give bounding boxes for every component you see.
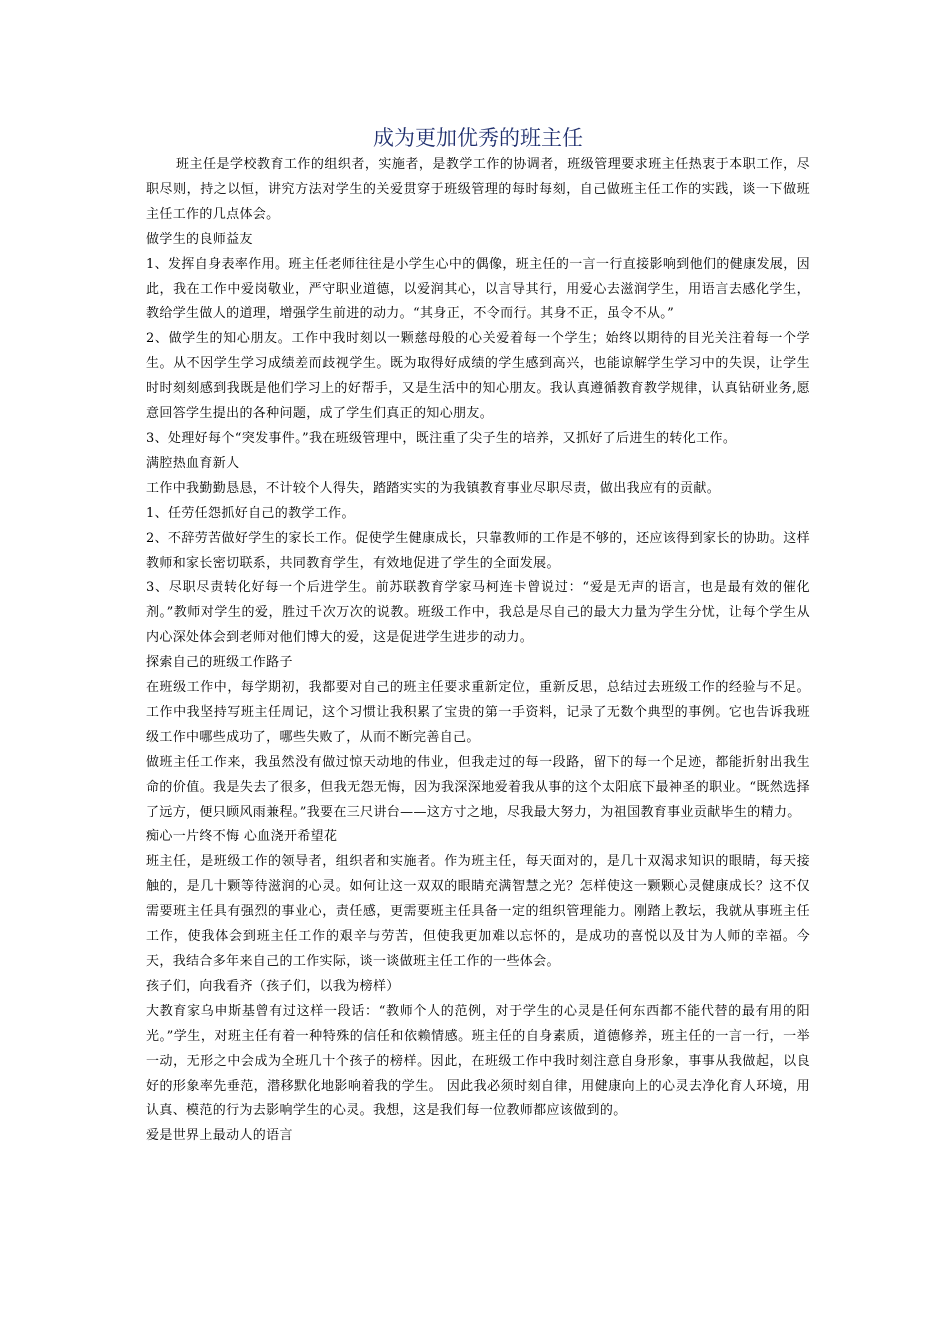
- document-body: [146, 153, 810, 1149]
- paragraph: 探索自己的班级工作路子: [146, 655, 293, 671]
- document-page: [146, 124, 810, 1149]
- paragraph: 做学生的良师益友: [146, 231, 253, 247]
- paragraph: 做班主任工作来，我虽然没有做过惊天动地的伟业，但我走过的每一段路，留下的每一个足迹，都能折射出我生命的价值。我是失去了很多，但我无怨无悔，因为我深深地爱着我从事的这个太阳底下最神圣的职业。“既然选择了远方，便只顾风雨兼程。”我要在三尺讲台——这方寸之地，尽我最大努力，为祖国教育事业贡献毕生的精力。: [146, 754, 810, 820]
- paragraph: 大教育家乌申斯基曾有过这样一段话：“教师个人的范例，对于学生的心灵是任何东西都不能代替的最有用的阳光。”学生，对班主任有着一种特殊的信任和依赖情感。班主任的自身素质，道德修养，班主任的一言一行，一举一动，无形之中会成为全班几十个孩子的榜样。因此，在班级工作中我时刻注意自身形象，事事从我做起，以良好的形象率先垂范，潜移默化地影响着我的学生。 因此我必须时刻自律，用健康向上的心灵去净化育人环境，用认真、模范的行为去影响学生的心灵。我想，这是我们每一位教师都应该做到的。: [146, 1003, 810, 1119]
- paragraph: 班主任是学校教育工作的组织者，实施者，是教学工作的协调者，班级管理要求班主任热衷于本职工作，尽职尽则，持之以恒，讲究方法对学生的关爱贯穿于班级管理的每时每刻，自己做班主任工作的实践，谈一下做班主任工作的几点体会。: [146, 157, 810, 222]
- paragraph: 2、不辞劳苦做好学生的家长工作。促使学生健康成长，只靠教师的工作是不够的，还应该得到家长的协助。这样教师和家长密切联系，共同教育学生，有效地促进了学生的全面发展。: [146, 530, 810, 571]
- paragraph: 孩子们，向我看齐（孩子们，以我为榜样）: [146, 978, 400, 994]
- paragraph: 满腔热血育新人: [146, 455, 240, 471]
- paragraph: 在班级工作中，每学期初，我都要对自己的班主任要求重新定位，重新反思，总结过去班级工作的经验与不足。工作中我坚持写班主任周记，这个习惯让我积累了宝贵的第一手资料，记录了无数个典型的事例。它也告诉我班级工作中哪些成功了，哪些失败了，从而不断完善自己。: [146, 680, 810, 745]
- paragraph: 班主任，是班级工作的领导者，组织者和实施者。作为班主任，每天面对的，是几十双渴求知识的眼睛，每天接触的，是几十颗等待滋润的心灵。如何让这一双双的眼睛充满智慧之光？怎样使这一颗颗心灵健康成长？这不仅需要班主任具有强烈的事业心，责任感，更需要班主任具备一定的组织管理能力。刚踏上教坛，我就从事班主任工作，使我体会到班主任工作的艰辛与劳苦，但使我更加难以忘怀的，是成功的喜悦以及甘为人师的幸福。今天，我结合多年来自己的工作实际，谈一谈做班主任工作的一些体会。: [146, 854, 810, 969]
- paragraph: 工作中我勤勤恳恳，不计较个人得失，踏踏实实的为我镇教育事业尽职尽责，做出我应有的贡献。: [146, 480, 721, 496]
- document-title: 成为更加优秀的班主任: [373, 126, 583, 150]
- paragraph: 2、做学生的知心朋友。工作中我时刻以一颗慈母般的心关爱着每一个学生；始终以期待的目光关注着每一个学生。从不因学生学习成绩差而歧视学生。既为取得好成绩的学生感到高兴，也能谅解学生学习中的失误，让学生时时刻刻感到我既是他们学习上的好帮手，又是生活中的知心朋友。我认真遵循教育教学规律，认真钻研业务,愿意回答学生提出的各种问题，成了学生们真正的知心朋友。: [146, 331, 810, 422]
- paragraph: 3、尽职尽责转化好每一个后进学生。前苏联教育学家马柯连卡曾说过：“爱是无声的语言，也是最有效的催化剂。”教师对学生的爱，胜过千次万次的说教。班级工作中，我总是尽自己的最大力量为学生分忧，让每个学生从内心深处体会到老师对他们博大的爱，这是促进学生进步的动力。: [146, 580, 810, 646]
- paragraph: 1、发挥自身表率作用。班主任老师往往是小学生心中的偶像，班主任的一言一行直接影响到他们的健康发展，因此，我在工作中爱岗敬业，严守职业道德，以爱润其心，以言导其行，用爱心去滋润学生，用语言去感化学生，教给学生做人的道理，增强学生前进的动力。“其身正，不令而行。其身不正，虽令不从。”: [146, 256, 810, 322]
- paragraph: 3、处理好每个“突发事件。”我在班级管理中，既注重了尖子生的培养，又抓好了后进生的转化工作。: [146, 430, 737, 446]
- paragraph: 爱是世界上最动人的语言: [146, 1128, 293, 1144]
- paragraph: 1、任劳任怨抓好自己的教学工作。: [146, 505, 355, 521]
- paragraph: 痴心一片终不悔 心血浇开希望花: [146, 829, 338, 845]
